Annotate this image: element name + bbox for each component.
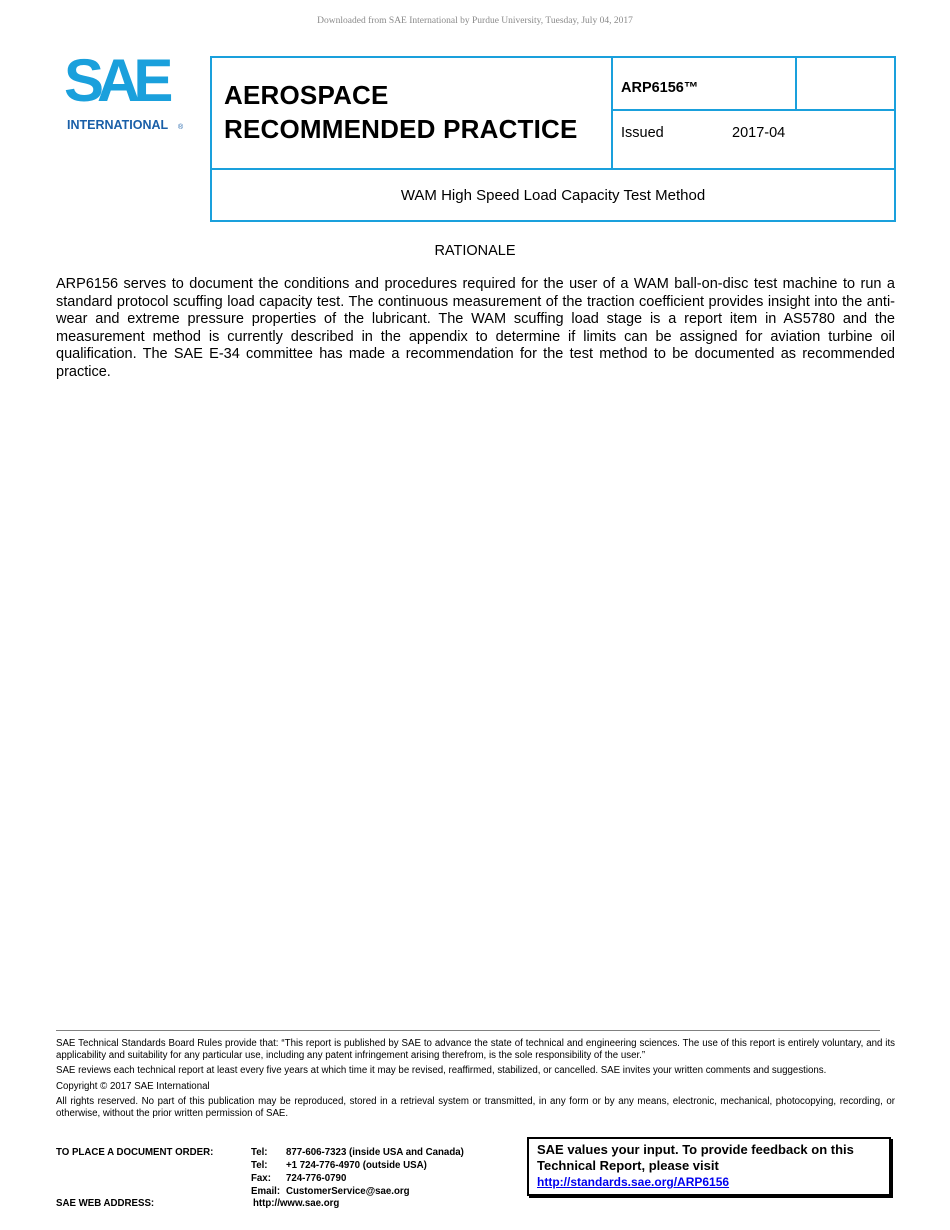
web-address-label: SAE WEB ADDRESS: [56,1198,155,1209]
order-line-label: Email: [251,1186,281,1197]
order-line-label: Fax: [251,1173,271,1184]
order-line-value: CustomerService@sae.org [286,1186,410,1197]
sae-logo-letters: SAE [64,53,167,114]
order-line [251,1146,531,1159]
feedback-link[interactable]: http://standards.sae.org/ARP6156 [537,1175,730,1189]
rights-text: All rights reserved. No part of this publication may be reproduced, stored in a retrieval system or transmitted, in any form or by any means, electronic, mechanical, photocopying, recording, or otherwise, without the prior written permission of SAE. [56,1096,895,1119]
header-divider [613,109,894,111]
header-divider [795,58,797,109]
sae-logo [58,53,198,135]
footer-divider [56,1030,880,1031]
rationale-body: ARP6156 serves to document the conditions and procedures required for the user of a WAM ball-on-disc test machine to run a standard protocol scuffing load capacity test. The continuous measurement of the traction coefficient provides insight into the anti-wear and extreme pressure properties of the lubricant. The WAM scuffing load stage is a report item in AS5780 and the measurement method is currently described in the appendix to determine if limits can be assigned for aviation turbine oil qualification. The SAE E-34 committee has made a recommendation for the test method to be documented as recommended practice. [56,276,895,380]
order-line-value: +1 724-776-4970 (outside USA) [286,1160,427,1171]
header-divider [212,168,894,170]
order-line [251,1159,531,1172]
document-type [224,78,609,146]
sae-logo-graphic [58,53,198,135]
order-line [251,1185,531,1198]
order-line-value: 877-606-7323 (inside USA and Canada) [286,1147,464,1158]
order-line-label: Tel: [251,1160,268,1171]
document-title: WAM High Speed Load Capacity Test Method [400,187,706,204]
footer [56,1038,895,1123]
issued-label: Issued [621,125,664,141]
order-contact-lines [251,1146,531,1198]
order-line [251,1172,531,1185]
issued-date: 2017-04 [732,125,786,141]
registered-mark: ® [178,124,184,131]
download-note: Downloaded from SAE International by Purdue University, Tuesday, July 04, 2017 [317,16,633,26]
feedback-text: SAE values your input. To provide feedback on this Technical Report, please visit [537,1142,854,1173]
feedback-box [527,1137,891,1196]
header-box [210,56,896,222]
header-divider [611,58,613,168]
document-type-line2: RECOMMENDED PRACTICE [224,114,578,144]
document-number: ARP6156™ [621,80,699,96]
rationale-heading: RATIONALE [434,243,516,259]
copyright-text: Copyright © 2017 SAE International [56,1080,210,1092]
web-address-url: http://www.sae.org [253,1198,340,1209]
order-label: TO PLACE A DOCUMENT ORDER: [56,1147,214,1158]
board-rules-text: SAE Technical Standards Board Rules provide that: “This report is published by SAE to advance the state of technical and engineering sciences. The use of this report is entirely voluntary, and its applicability and suitability for any particular use, including any patent infringement arising therefrom, is the sole responsibility of the user.” [56,1038,895,1061]
sae-logo-subtext: INTERNATIONAL [67,118,169,132]
document-type-line1: AEROSPACE [224,80,389,110]
order-line-label: Tel: [251,1147,268,1158]
review-text: SAE reviews each technical report at least every five years at which time it may be revised, reaffirmed, stabilized, or cancelled. SAE invites your written comments and suggestions. [56,1065,827,1076]
order-line-value: 724-776-0790 [286,1173,347,1184]
